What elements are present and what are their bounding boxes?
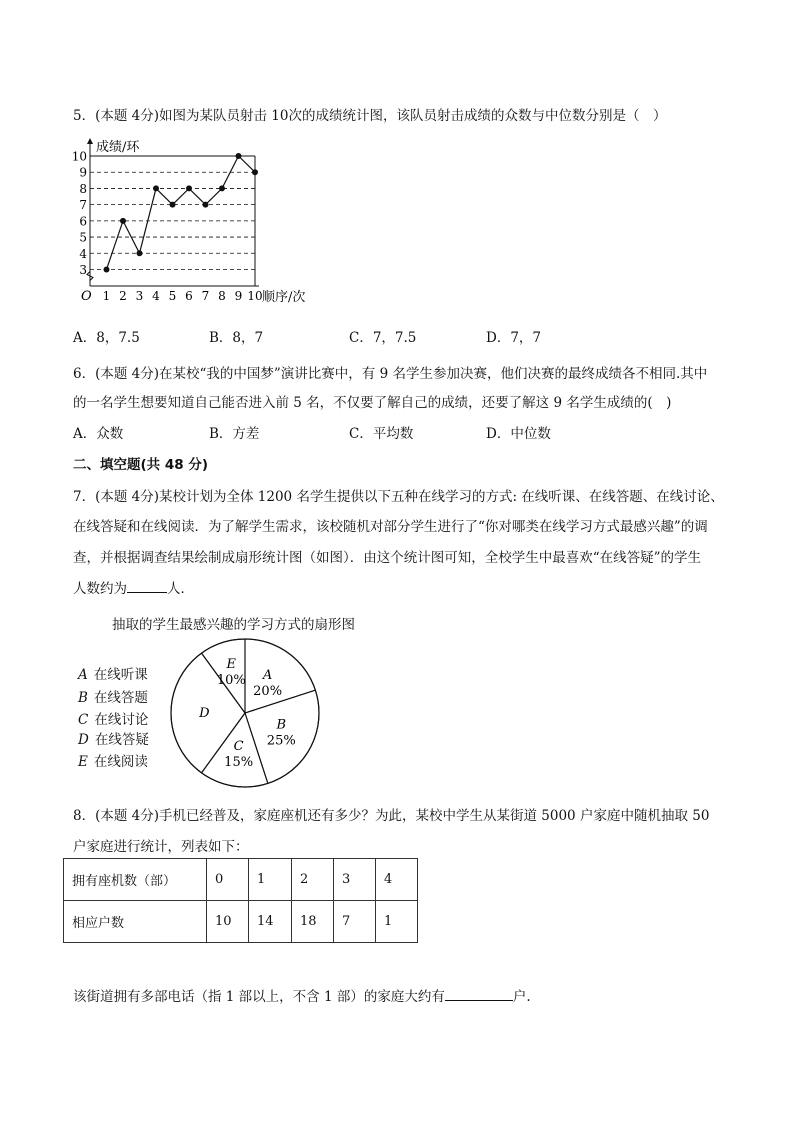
q6-option-a[interactable]: A．众数	[73, 426, 124, 442]
data-point	[236, 153, 242, 159]
x-tick-label: 9	[234, 289, 243, 303]
x-axis-label: 顺序/次	[262, 290, 306, 305]
q5-option-c[interactable]: C．7，7.5	[349, 330, 417, 346]
legend-item-d	[78, 728, 149, 748]
cell: 4	[376, 859, 418, 901]
y-tick-label: 5	[79, 230, 87, 245]
table-row	[64, 859, 418, 901]
data-point	[252, 169, 258, 175]
legend-item-b	[78, 686, 148, 706]
legend-item-c	[78, 708, 148, 728]
legend-item-a	[78, 663, 148, 683]
chart-frame	[87, 138, 259, 286]
cell: 0	[207, 859, 249, 901]
q5-line-chart	[70, 134, 320, 309]
y-tick-label: 4	[79, 246, 87, 261]
cell: 1	[249, 859, 292, 901]
q7-line4-pre: 人数约为	[73, 581, 127, 597]
x-tick-label: 1	[102, 289, 111, 303]
legend-text-c: 在线讨论	[94, 712, 149, 728]
y-tick-label: 3	[79, 263, 87, 277]
score-series-line	[107, 156, 256, 270]
y-tick-labels	[72, 150, 88, 278]
q7-answer-blank[interactable]	[127, 580, 167, 593]
x-tick-label: 10	[247, 289, 263, 303]
cell: 1	[376, 901, 418, 943]
q6-line2: 的一名学生想要知道自己能否进入前 5 名，不仅要了解自己的成绩，还要了解这 9 名学生成绩的( )	[73, 395, 672, 411]
data-point	[104, 267, 110, 273]
pie-title: 抽取的学生最感兴趣的学习方式的扇形图	[112, 617, 355, 633]
x-tick-labels	[103, 289, 263, 303]
q6-option-b[interactable]: B．方差	[209, 426, 260, 442]
data-point	[219, 185, 225, 191]
q8-line1: 8．(本题 4分)手机已经普及，家庭座机还有多少？为此，某校中学生从某街道 5000 户家庭中随机抽取 50	[73, 808, 710, 824]
pie-percent-e: 10%	[216, 672, 246, 688]
row1-label: 拥有座机数（部）	[64, 859, 207, 901]
pie-label-c: C	[233, 739, 244, 755]
x-tick-label: 7	[201, 289, 210, 303]
x-tick-label: 2	[119, 289, 127, 303]
y-tick-label: 10	[71, 149, 87, 164]
q7-line3: 查，并根据调查结果绘制成扇形统计图（如图）．由这个统计图可知，全校学生中最喜欢“在线答疑”的学生	[73, 550, 702, 566]
pie-percent-b: 25%	[266, 733, 296, 749]
row2-label: 相应户数	[64, 901, 207, 943]
data-point	[137, 250, 143, 256]
x-tick-label: 8	[218, 289, 226, 303]
data-point	[170, 202, 176, 208]
q6-line1: 6．(本题 4分)在某校“我的中国梦”演讲比赛中，有 9 名学生参加决赛，他们决赛的最终成绩各不相同.其中	[73, 366, 708, 382]
q5-text: 5．(本题 4分)如图为某队员射击 10次的成绩统计图，该队员射击成绩的众数与中位数分别是（ ）	[73, 108, 667, 124]
pie-label-d: D	[199, 706, 210, 721]
pie-label-b: B	[276, 717, 287, 733]
q7-line4	[73, 577, 194, 597]
legend-key-e: E	[78, 754, 88, 770]
cell: 14	[249, 901, 292, 943]
section-heading: 二、填空题(共 48 分)	[73, 457, 209, 473]
x-tick-label: 6	[185, 289, 193, 303]
q8-line2: 户家庭进行统计，列表如下：	[73, 839, 249, 855]
q5-option-b[interactable]: B．8，7	[209, 330, 264, 346]
q5-option-d[interactable]: D．7，7	[486, 330, 542, 346]
score-series-points	[104, 153, 259, 273]
y-tick-label: 6	[79, 214, 87, 229]
x-tick-label: 5	[168, 289, 177, 303]
legend-key-c: C	[78, 712, 89, 728]
legend-item-e	[78, 750, 148, 770]
cell: 10	[207, 901, 249, 943]
cell: 2	[292, 859, 334, 901]
pie-percent-c: 15%	[224, 755, 254, 771]
data-point	[120, 218, 126, 224]
pie-percent-a: 20%	[253, 683, 283, 699]
pie-label-a: A	[262, 667, 273, 683]
origin-label: O	[81, 289, 92, 304]
cell: 18	[292, 901, 334, 943]
y-tick-label: 8	[79, 181, 87, 196]
q8-bottom-pre: 该街道拥有多部电话（指 1 部以上，不含 1 部）的家庭大约有	[73, 989, 445, 1005]
q7-line2: 在线答疑和在线阅读．为了解学生需求，该校随机对部分学生进行了“你对哪类在线学习方式最感兴趣”的调	[73, 519, 708, 535]
x-tick-label: 4	[152, 289, 160, 303]
y-axis-label: 成绩/环	[96, 140, 140, 155]
chart-grid	[90, 172, 255, 269]
pie-label-e: E	[226, 656, 237, 672]
legend-key-d: D	[78, 732, 89, 748]
q8-bottom-line	[73, 985, 531, 1005]
q8-bottom-post: 户.	[512, 989, 531, 1005]
y-tick-label: 7	[79, 198, 87, 213]
q6-option-d[interactable]: D．中位数	[486, 426, 551, 442]
cell: 3	[334, 859, 376, 901]
x-tick-label: 3	[135, 289, 144, 303]
q6-option-c[interactable]: C．平均数	[349, 426, 414, 442]
q8-answer-blank[interactable]	[445, 988, 513, 1001]
q8-table	[63, 858, 418, 943]
legend-text-a: 在线听课	[93, 667, 148, 683]
legend-key-b: B	[78, 690, 88, 706]
q5-option-a[interactable]: A．8，7.5	[73, 330, 140, 346]
pie-chart	[165, 638, 327, 790]
data-point	[203, 202, 209, 208]
q7-line4-post: 人．	[167, 581, 194, 597]
legend-text-d: 在线答疑	[94, 732, 149, 748]
cell: 7	[334, 901, 376, 943]
legend-key-a: A	[78, 667, 88, 683]
table-row	[64, 901, 418, 943]
legend-text-e: 在线阅读	[93, 754, 148, 770]
data-point	[186, 185, 192, 191]
y-tick-label: 9	[79, 165, 87, 180]
q7-line1: 7．(本题 4分)某校计划为全体 1200 名学生提供以下五种在线学习的方式: 在线听课、在线答题、在线讨论、	[73, 489, 724, 505]
data-point	[153, 185, 159, 191]
y-axis-arrow	[87, 138, 93, 144]
legend-text-b: 在线答题	[93, 690, 148, 706]
